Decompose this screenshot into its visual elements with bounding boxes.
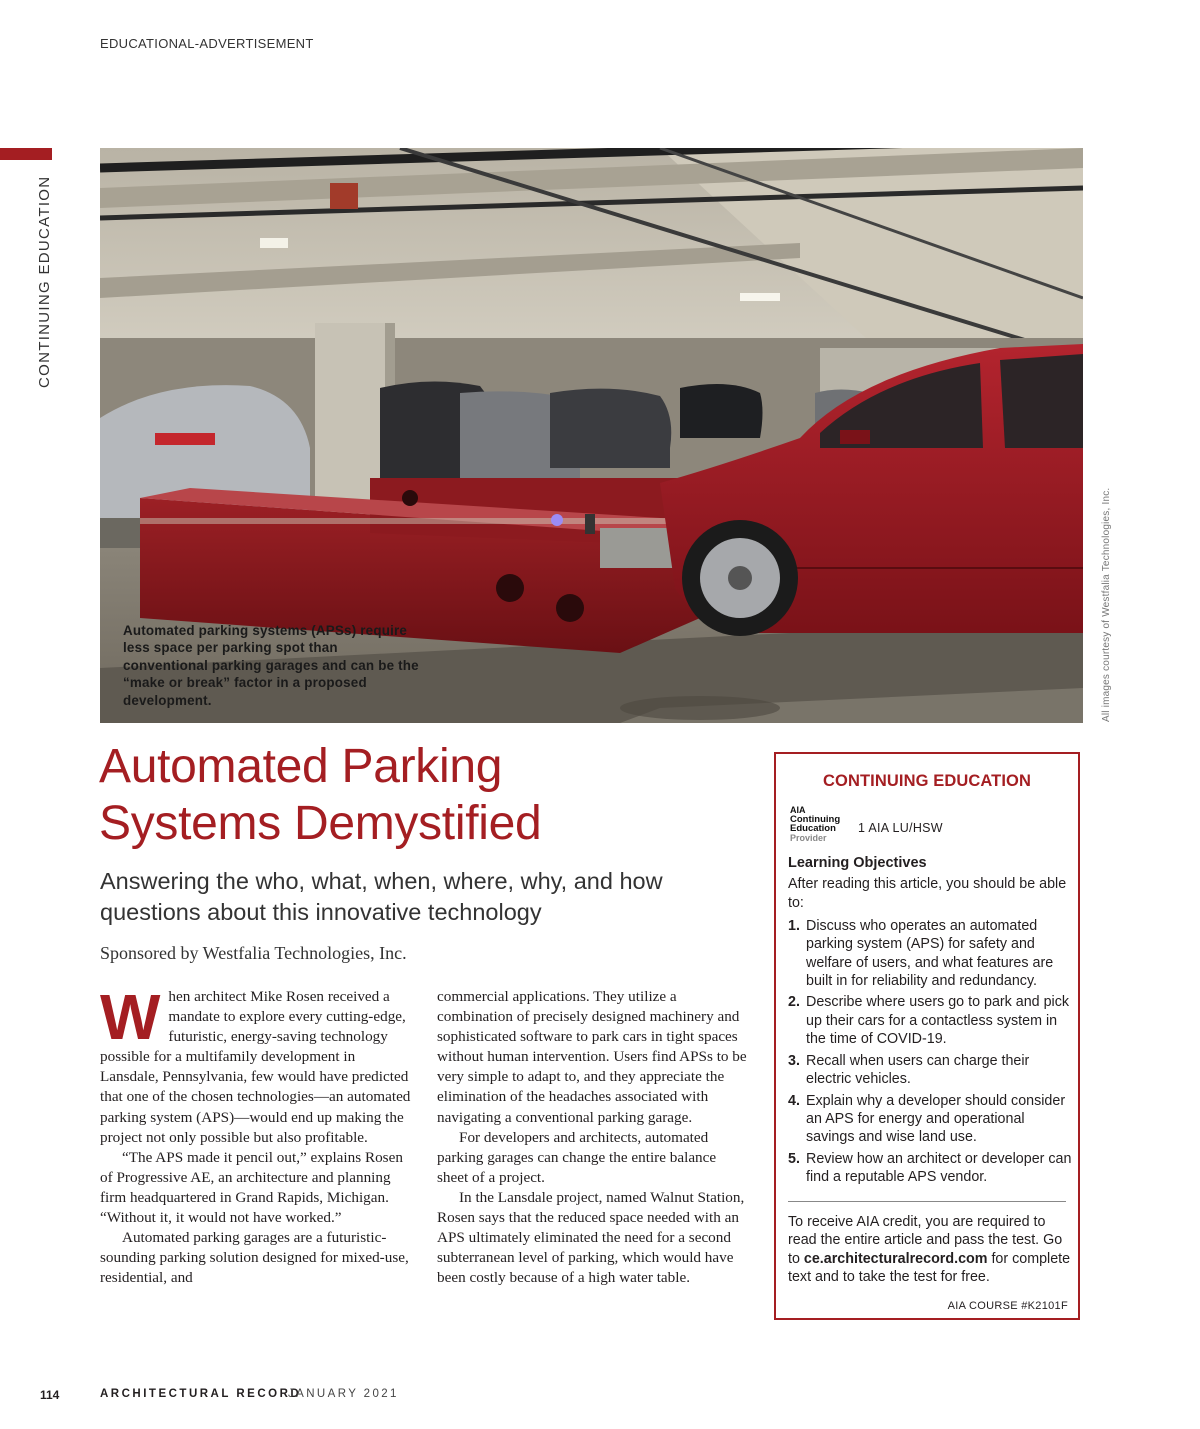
objective-item: 2. Describe where users go to park and pick up their cars for a contactless system in the time of COVID-19. [788,994,1070,1048]
body-paragraph: Automated parking garages are a futuristic-sounding parking solution designed for mixed-use, residential, and [100,1229,409,1287]
body-column-1 [100,981,412,1288]
issue-date: JANUARY 2021 [288,1388,399,1400]
ce-website-link[interactable]: ce.architecturalrecord.com [803,1250,988,1267]
objective-item: 1. Discuss who operates an automated parking system (APS) for safety and welfare of users, and what features are built in for reliability and redundancy. [788,918,1054,989]
objective-item: 4. Explain why a developer should consider an APS for energy and operational savings and wise land use. [788,1092,1066,1146]
article-title [99,738,739,852]
body-paragraph: hen architect Mike Rosen received a mandate to explore every cutting-edge, futuristic, energy-saving technology possible for a multifamily development in Lansdale, Pennsylvania, few would have predicted that one of the chosen technologies—an automated parking system (APS)—would end up making the project not only possible but also profitable. [100,988,411,1146]
drop-cap: W [100,981,161,1053]
body-paragraph: In the Lansdale project, named Walnut Station, Rosen says that the reduced space needed with an APS ultimately eliminated the need for a second subterranean level of parking, which would have been costly because of a high water table. [437,1188,745,1287]
photo-caption: Automated parking systems (APSs) require less space per parking spot than conventional parking garages and can be the “make or break” factor in a proposed development. [123,623,419,708]
objectives-heading: Learning Objectives [788,855,927,871]
section-tab-marker [0,148,52,160]
objectives-intro: After reading this article, you should be able to: [788,876,1067,911]
aia-credit-hours: 1 AIA LU/HSW [858,821,943,835]
body-paragraph: “The APS made it pencil out,” explains Rosen of Progressive AE, an architecture and planning firm headquartered in Grand Rapids, Michigan. “Without it, it would not have worked.” [100,1148,403,1227]
body-paragraph: For developers and architects, automated parking garages can change the entire balance sheet of a project. [437,1128,717,1186]
title-line-1: Automated Parking [99,740,503,793]
photo-credit: All images courtesy of Westfalia Technologies, Inc. [1101,487,1112,722]
publication-name: ARCHITECTURAL RECORD [100,1388,302,1400]
objective-item: 5. Review how an architect or developer can find a reputable APS vendor. [788,1150,1072,1186]
credit-instructions: To receive AIA credit, you are required to read the entire article and pass the test. Go to ce.architecturalrecord.com for complete text and to take the test for free. [788,1214,1071,1285]
page-number: 114 [40,1388,60,1402]
continuing-education-box [774,752,1080,1320]
section-tab-label: CONTINUING EDUCATION [36,175,53,388]
course-number: AIA COURSE #K2101F [947,1300,1068,1312]
divider [788,1201,1066,1202]
article-subtitle: Answering the who, what, when, where, why, and how questions about this innovative technology [100,868,663,925]
box-title: CONTINUING EDUCATION [823,772,1031,790]
objective-item: 3. Recall when users can charge their electric vehicles. [788,1052,1030,1087]
body-column-2 [437,987,749,1288]
objectives-list [788,917,1076,1190]
sponsor-line: Sponsored by Westfalia Technologies, Inc. [100,943,407,963]
body-paragraph: commercial applications. They utilize a combination of precisely designed machinery and sophisticated software to park cars in tight spaces without human intervention. Users find APSs to be very simple to adapt to, and they appreciate the elimination of the headaches associated with navigating a conventional parking garage. [437,988,747,1126]
advertisement-label: EDUCATIONAL-ADVERTISEMENT [100,36,314,51]
aia-provider-logo: AIA Continuing Education Provider [790,805,841,843]
title-line-2: Systems Demystified [99,797,542,850]
